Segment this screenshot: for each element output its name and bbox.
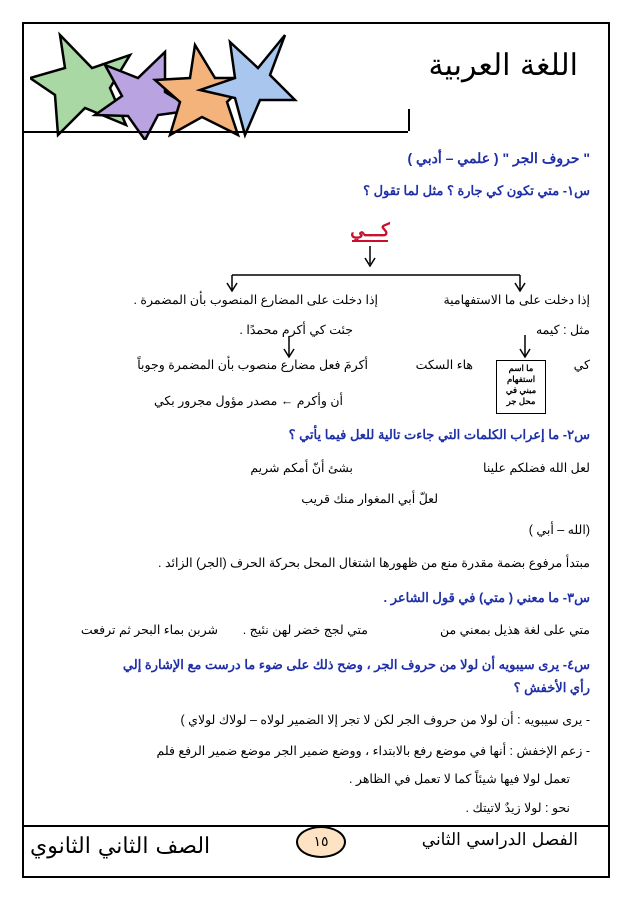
q2-example-2: بشئ أنّ أمكم شريم [250, 461, 353, 475]
haa-label: هاء السكت [415, 358, 473, 372]
box-line: محل جر [506, 396, 536, 406]
q2-example-3: لعلّ أبي المغوار منك قريب [301, 492, 438, 506]
q4-question-line-1: س٤- يرى سيبويه أن لولا من حروف الجر ، وضح ذلك على ضوء ما درست مع الإشارة إلي [122, 657, 590, 672]
q4-example: نحو : لولا زيدٌ لاتيتك . [465, 801, 570, 815]
example-kaymah: مثل : كيمه [535, 323, 590, 337]
q1-question: س١- متي تكون كي جارة ؟ مثل لما تقول ؟ [363, 183, 590, 198]
q2-words: (الله – أبي ) [528, 523, 590, 537]
q2-question: س٢- ما إعراب الكلمات التي جاءت تالية للعل فيما يأتي ؟ [288, 427, 590, 442]
q3-verse-2: متي لجج خضر لهن نئيج . [242, 623, 368, 637]
q3-answer: متي على لغة هذيل بمعني من [439, 623, 590, 637]
branch-left-text: إذا دخلت على المضارع المنصوب بأن المضمرة . [133, 293, 378, 307]
box-line: مبني في [505, 385, 537, 395]
q4-bullet-akhfash-2: تعمل لولا فيها شيئاً كما لا تعمل في الظاهر . [348, 772, 570, 786]
page-number: ١٥ [296, 826, 346, 858]
q4-bullet-sibawayh: - يرى سيبويه : أن لولا من حروف الجر لكن لا تجر إلا الضمير لولاه – لولاك لولاي ) [180, 713, 590, 727]
header-divider [22, 131, 408, 133]
footer-semester: الفصل الدراسي الثاني [421, 830, 578, 850]
masdar-analysis: أن وأكرم ← مصدر مؤول مجرور بكي [153, 394, 343, 408]
branch-right-text: إذا دخلت على ما الاستفهامية [443, 293, 590, 307]
q4-bullet-akhfash-1: - زعم الإخفش : أنها في موضع رفع بالابتداء ، ووضع ضمير الجر موضع ضمير الرفع فلم [156, 744, 590, 758]
box-line: ما اسم [508, 363, 534, 373]
header-divider-vertical [408, 109, 410, 131]
page-title: اللغة العربية [428, 48, 578, 83]
q2-example-1: لعل الله فضلكم علينا [483, 461, 590, 475]
example-sentence: جئت كي أكرم محمدًا . [239, 323, 353, 337]
q2-answer: مبتدأ مرفوع بضمة مقدرة منع من ظهورها اشتغال المحل بحركة الحرف (الجر) الزائد . [158, 556, 590, 570]
keyword-underline [352, 240, 388, 242]
akrama-analysis: أكرمَ فعل مضارع منصوب بأن المضمرة وجوباً [137, 358, 368, 372]
q4-question-line-2: رأي الأخفش ؟ [513, 680, 590, 695]
keyword-kay: كـــي [350, 220, 390, 240]
stars-decoration [30, 30, 300, 140]
box-line: استفهام [506, 374, 536, 384]
q3-question: س٣- ما معني ( متي) في قول الشاعر . [383, 590, 590, 605]
q3-verse-1: شربن بماء البحر ثم ترفعت [80, 623, 218, 637]
footer-grade: الصف الثاني الثانوي [30, 834, 211, 859]
ma-analysis-box [496, 360, 546, 414]
kay-label: كي [573, 358, 590, 372]
section-title: " حروف الجر " ( علمي – أدبي ) [407, 150, 590, 166]
